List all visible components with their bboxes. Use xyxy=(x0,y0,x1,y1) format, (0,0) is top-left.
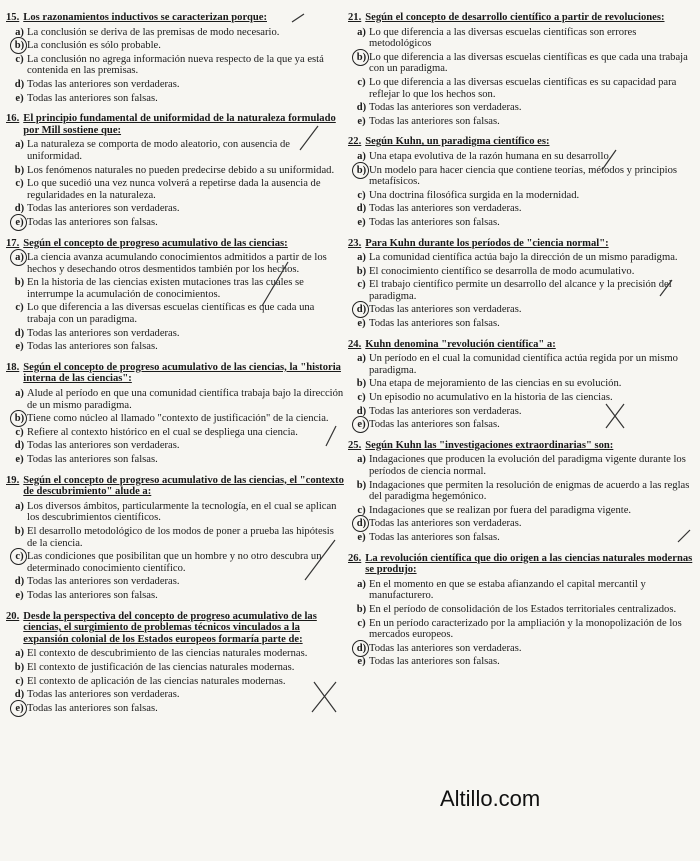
answer-option xyxy=(354,102,694,114)
answer-option xyxy=(354,304,694,316)
answer-text: El contexto de justificación de las ciencias naturales modernas. xyxy=(27,661,295,673)
question-heading xyxy=(6,113,344,136)
question-number: 25. xyxy=(348,439,362,451)
answer-letter: e) xyxy=(357,531,366,543)
answer-option xyxy=(354,643,694,655)
answer-option xyxy=(12,252,344,275)
answer-option xyxy=(354,217,694,229)
answer-letter: c) xyxy=(15,426,24,438)
circled-answer-letter: b) xyxy=(354,52,369,75)
answer-letter: a) xyxy=(357,353,366,365)
question-text: Según Kuhn las "investigaciones extraordinarias" son: xyxy=(365,439,614,451)
answer-text: Todas las anteriores son verdaderas. xyxy=(27,327,180,339)
answer-option xyxy=(12,501,344,524)
answer-letter: c) xyxy=(357,617,366,629)
answer-text: El contexto de descubrimiento de las ciencias naturales modernas. xyxy=(27,648,308,660)
answer-option xyxy=(354,392,694,404)
question-heading xyxy=(6,362,344,385)
question-text: Desde la perspectiva del concepto de progreso acumulativo de las ciencias, el surgimiento de problemas técnicos vinculados a la expansión colonial de los Estados europeos formaría parte de: xyxy=(23,610,317,645)
answer-text: Todas las anteriores son falsas. xyxy=(369,216,500,228)
answer-letter: d) xyxy=(14,78,25,90)
answer-letter: a) xyxy=(357,578,366,590)
answer-option xyxy=(12,648,344,660)
watermark: Altillo.com xyxy=(440,786,541,811)
answer-option xyxy=(12,590,344,602)
answer-text: El trabajo científico permite un desarrollo del alcance y la precisión del paradigma. xyxy=(369,279,672,302)
answer-letter: b) xyxy=(14,164,25,176)
question-heading xyxy=(6,475,344,498)
question-text: Según el concepto de progreso acumulativo de las ciencias, el "contexto de descubrimiento" alude a: xyxy=(23,474,344,498)
answer-text: Una etapa de mejoramiento de las ciencias en su evolución. xyxy=(369,378,622,390)
question-text: El principio fundamental de uniformidad de la naturaleza formulado por Mill sostiene que: xyxy=(23,113,336,136)
circled-answer-letter: c) xyxy=(12,551,27,574)
answer-letter: d) xyxy=(14,327,25,339)
question-heading xyxy=(348,440,694,452)
answer-letter: c) xyxy=(357,76,366,88)
circled-answer-letter: d) xyxy=(354,518,369,530)
answer-text: En la historia de las ciencias existen mutaciones tras las cuales se interrumpe la acumulación de conocimientos. xyxy=(27,277,304,300)
answer-option xyxy=(354,604,694,616)
answer-option xyxy=(12,662,344,674)
question-block xyxy=(6,113,344,228)
answer-letter: e) xyxy=(357,318,366,330)
circled-answer-letter: b) xyxy=(354,165,369,188)
question-block xyxy=(348,440,694,544)
answer-text: Un episodio no acumulativo en la historia de las ciencias. xyxy=(369,392,613,404)
question-heading xyxy=(6,238,344,250)
answer-text: La conclusión es sólo probable. xyxy=(27,40,161,52)
question-block xyxy=(6,362,344,466)
answer-option xyxy=(12,676,344,688)
question-block xyxy=(6,611,344,715)
circled-answer-letter: a) xyxy=(12,252,27,275)
answer-option xyxy=(12,328,344,340)
question-heading xyxy=(6,12,344,24)
answer-option xyxy=(12,454,344,466)
answer-option xyxy=(12,689,344,701)
answer-letter: c) xyxy=(15,302,24,314)
circled-answer-letter: d) xyxy=(354,304,369,316)
answer-text: La conclusión se deriva de las premisas de modo necesario. xyxy=(27,26,280,38)
question-text: Según el concepto de progreso acumulativo de las ciencias, la "historia interna de las ciencias": xyxy=(23,361,341,385)
answer-option xyxy=(354,656,694,668)
question-number: 15. xyxy=(6,12,20,23)
answer-text: Todas las anteriores son verdaderas. xyxy=(27,203,180,215)
answer-option xyxy=(12,165,344,177)
answer-text: Todas las anteriores son verdaderas. xyxy=(369,203,522,215)
answer-text: El desarrollo metodológico de los modos de poner a prueba las hipótesis de la ciencia. xyxy=(27,525,334,549)
answer-text: Una etapa evolutiva de la razón humana en su desarrollo. xyxy=(369,150,612,162)
answer-option xyxy=(354,419,694,431)
answer-text: Tiene como núcleo al llamado "contexto de justificación" de la ciencia. xyxy=(27,413,329,425)
answer-letter: e) xyxy=(15,341,24,353)
answer-letter: a) xyxy=(15,388,24,400)
answer-option xyxy=(354,190,694,202)
answer-option xyxy=(12,440,344,452)
answer-text: Todas las anteriores son falsas. xyxy=(27,216,158,228)
question-block xyxy=(348,238,694,330)
answer-text: Todas las anteriores son falsas. xyxy=(27,341,158,353)
answer-text: Todas las anteriores son verdaderas. xyxy=(369,518,522,530)
question-heading xyxy=(348,238,694,250)
answer-text: Todas las anteriores son falsas. xyxy=(369,115,500,127)
answer-letter: c) xyxy=(357,279,366,291)
answer-option xyxy=(354,532,694,544)
answer-option xyxy=(354,579,694,602)
answer-letter: c) xyxy=(357,504,366,516)
answer-text: Todas las anteriores son falsas. xyxy=(27,454,158,465)
question-number: 22. xyxy=(348,136,362,148)
question-text: Kuhn denomina "revolución científica" a: xyxy=(365,338,556,350)
answer-letter: a) xyxy=(357,150,366,162)
answer-text: La comunidad científica actúa bajo la dirección de un mismo paradigma. xyxy=(369,252,678,264)
answer-option xyxy=(354,203,694,215)
answer-text: Todas las anteriores son falsas. xyxy=(27,589,158,601)
question-text: Según el concepto de progreso acumulativo de las ciencias: xyxy=(23,237,288,249)
answer-option xyxy=(12,139,344,162)
answer-option xyxy=(12,302,344,325)
answer-option xyxy=(12,27,344,39)
answer-letter: b) xyxy=(356,479,367,491)
question-number: 20. xyxy=(6,610,20,622)
question-text: Según Kuhn, un paradigma científico es: xyxy=(365,136,550,148)
answer-option xyxy=(12,551,344,574)
answer-text: Un modelo para hacer ciencia que contiene teorías, métodos y principios metafísicos. xyxy=(369,164,677,188)
answer-option xyxy=(12,388,344,411)
answer-text: Lo que sucedió una vez nunca volverá a repetirse dada la ausencia de regularidades en la naturaleza. xyxy=(27,178,321,201)
answer-text: Todas las anteriores son verdaderas. xyxy=(369,405,522,417)
answer-option xyxy=(12,93,344,105)
question-block xyxy=(348,553,694,668)
answer-option xyxy=(354,151,694,163)
answer-text: Todas las anteriores son falsas. xyxy=(369,656,500,668)
answer-text: La conclusión no agrega información nueva respecto de la que ya está contenida en las premisas. xyxy=(27,53,324,77)
answer-letter: b) xyxy=(14,525,25,537)
answer-option xyxy=(12,703,344,715)
answer-text: Lo que diferencia a las diversas escuelas científicas es su capacidad para reflejar lo que los hechos son. xyxy=(369,76,677,100)
answer-text: En el momento en que se estaba afianzando el capital mercantil y manufacturero. xyxy=(369,578,646,602)
answer-option xyxy=(354,318,694,330)
question-number: 26. xyxy=(348,552,362,564)
question-text: Según el concepto de desarrollo científico a partir de revoluciones: xyxy=(365,12,665,23)
answer-option xyxy=(12,203,344,215)
question-block xyxy=(6,475,344,602)
answer-letter: b) xyxy=(356,603,367,615)
answer-text: Lo que diferencia a las diversas escuelas científicas es que cada una trabaja con un paradigma. xyxy=(27,302,315,326)
answer-letter: b) xyxy=(14,661,25,673)
answer-option xyxy=(354,279,694,302)
answer-letter: c) xyxy=(357,189,366,201)
left-column xyxy=(6,12,344,723)
answer-text: La naturaleza se comporta de modo aleatorio, con ausencia de uniformidad. xyxy=(27,139,290,162)
circled-answer-letter: d) xyxy=(354,643,369,655)
answer-option xyxy=(354,353,694,376)
answer-letter: a) xyxy=(15,500,24,512)
answer-option xyxy=(12,427,344,439)
answer-letter: e) xyxy=(15,92,24,104)
answer-letter: a) xyxy=(15,139,24,151)
answer-letter: c) xyxy=(15,675,24,687)
question-heading xyxy=(348,339,694,351)
circled-answer-letter: e) xyxy=(12,703,27,715)
answer-letter: b) xyxy=(14,277,25,289)
question-text: La revolución científica que dio origen a las ciencias naturales modernas se produjo: xyxy=(365,552,693,576)
question-heading xyxy=(6,611,344,646)
answer-text: Todas las anteriores son falsas. xyxy=(27,702,158,714)
answer-text: Todas las anteriores son verdaderas. xyxy=(369,642,522,654)
answer-option xyxy=(12,526,344,549)
answer-text: Alude al período en que una comunidad científica trabaja bajo la dirección de un mismo paradigma. xyxy=(27,388,344,411)
answer-letter: d) xyxy=(356,102,367,114)
answer-text: El contexto de aplicación de las ciencias naturales modernas. xyxy=(27,675,286,687)
question-block xyxy=(348,339,694,431)
answer-text: El conocimiento científico se desarrolla de modo acumulativo. xyxy=(369,265,635,277)
answer-letter: b) xyxy=(356,378,367,390)
answer-option xyxy=(354,27,694,50)
question-number: 19. xyxy=(6,474,20,486)
answer-letter: c) xyxy=(15,53,24,65)
answer-text: Todas las anteriores son verdaderas. xyxy=(27,440,180,452)
answer-option xyxy=(354,266,694,278)
answer-option xyxy=(354,505,694,517)
answer-letter: b) xyxy=(356,265,367,277)
answer-letter: d) xyxy=(14,576,25,588)
answer-option xyxy=(354,52,694,75)
answer-letter: c) xyxy=(15,178,24,190)
answer-letter: d) xyxy=(356,405,367,417)
answer-text: Los fenómenos naturales no pueden predecirse debido a su uniformidad. xyxy=(27,164,335,176)
answer-option xyxy=(354,406,694,418)
question-text: Para Kuhn durante los períodos de "ciencia normal": xyxy=(365,237,609,249)
answer-option xyxy=(354,518,694,530)
answer-letter: d) xyxy=(14,203,25,215)
answer-text: Todas las anteriores son verdaderas. xyxy=(27,576,180,588)
answer-option xyxy=(12,79,344,91)
right-column xyxy=(348,12,694,677)
answer-letter: e) xyxy=(357,656,366,668)
answer-text: Indagaciones que permiten la resolución de enigmas de acuerdo a las reglas del paradigma hegemónico. xyxy=(369,479,690,503)
circled-answer-letter: e) xyxy=(354,419,369,431)
answer-letter: a) xyxy=(15,26,24,38)
answer-option xyxy=(354,378,694,390)
circled-answer-letter: b) xyxy=(12,413,27,425)
answer-text: Las condiciones que posibilitan que un hombre y no otro descubra un determinado conocimiento científico. xyxy=(27,551,322,574)
answer-option xyxy=(354,165,694,188)
answer-letter: e) xyxy=(15,454,24,465)
answer-letter: c) xyxy=(357,392,366,404)
answer-letter: e) xyxy=(357,115,366,127)
question-block xyxy=(348,136,694,228)
question-number: 17. xyxy=(6,237,20,249)
question-block xyxy=(6,12,344,104)
answer-letter: d) xyxy=(356,203,367,215)
answer-option xyxy=(12,217,344,229)
answer-text: En el período de consolidación de los Estados territoriales centralizados. xyxy=(369,603,677,615)
question-number: 16. xyxy=(6,113,20,125)
answer-option xyxy=(12,54,344,77)
question-block xyxy=(348,12,694,127)
question-number: 24. xyxy=(348,338,362,350)
answer-option xyxy=(12,576,344,588)
answer-text: Lo que diferencia a las diversas escuelas científicas es que cada una trabaja con un paradigma. xyxy=(369,51,688,75)
answer-text: Todas las anteriores son verdaderas. xyxy=(27,689,180,701)
question-text: Los razonamientos inductivos se caracterizan porque: xyxy=(23,12,267,23)
answer-option xyxy=(12,413,344,425)
answer-text: La ciencia avanza acumulando conocimientos admitidos a partir de los hechos y desechando otros desmentidos también por los hechos. xyxy=(27,252,327,275)
answer-text: Todas las anteriores son verdaderas. xyxy=(369,102,522,114)
answer-option xyxy=(12,341,344,353)
answer-option xyxy=(354,252,694,264)
question-number: 21. xyxy=(348,12,362,23)
answer-option xyxy=(12,277,344,300)
answer-text: Refiere al contexto histórico en el cual se despliega una ciencia. xyxy=(27,426,298,438)
answer-letter: a) xyxy=(357,252,366,264)
answer-option xyxy=(354,454,694,477)
question-number: 18. xyxy=(6,361,20,373)
answer-letter: d) xyxy=(14,689,25,701)
answer-text: Todas las anteriores son falsas. xyxy=(27,92,158,104)
answer-text: Todas las anteriores son verdaderas. xyxy=(369,304,522,316)
question-heading xyxy=(348,553,694,576)
circled-answer-letter: b) xyxy=(12,40,27,52)
answer-text: Todas las anteriores son falsas. xyxy=(369,419,500,431)
answer-option xyxy=(354,618,694,641)
answer-text: Indagaciones que se realizan por fuera del paradigma vigente. xyxy=(369,504,632,516)
answer-text: Lo que diferencia a las diversas escuelas científicas son errores metodológicos xyxy=(369,26,637,50)
circled-answer-letter: e) xyxy=(12,217,27,229)
question-heading xyxy=(348,12,694,24)
answer-letter: e) xyxy=(357,216,366,228)
answer-option xyxy=(12,178,344,201)
question-number: 23. xyxy=(348,237,362,249)
answer-letter: a) xyxy=(357,454,366,466)
answer-letter: a) xyxy=(15,648,24,660)
answer-letter: e) xyxy=(15,589,24,601)
answer-letter: d) xyxy=(14,440,25,452)
answer-text: Todas las anteriores son verdaderas. xyxy=(27,78,180,90)
answer-text: En un período caracterizado por la ampliación y la monopolización de los mercados europeos. xyxy=(369,617,682,641)
answer-option xyxy=(354,480,694,503)
answer-option xyxy=(12,40,344,52)
answer-text: Todas las anteriores son falsas. xyxy=(369,531,500,543)
answer-text: Todas las anteriores son falsas. xyxy=(369,318,500,330)
answer-option xyxy=(354,77,694,100)
answer-text: Una doctrina filosófica surgida en la modernidad. xyxy=(369,189,580,201)
answer-letter: a) xyxy=(357,26,366,38)
answer-text: Los diversos ámbitos, particularmente la tecnología, en el cual se aplican los descubrimientos científicos. xyxy=(27,500,337,524)
answer-text: Indagaciones que producen la evolución del paradigma vigente durante los períodos de ciencia normal. xyxy=(369,454,686,477)
answer-text: Un período en el cual la comunidad científica actúa regida por un mismo paradigma. xyxy=(369,353,678,376)
question-block xyxy=(6,238,344,353)
answer-option xyxy=(354,116,694,128)
question-heading xyxy=(348,136,694,148)
